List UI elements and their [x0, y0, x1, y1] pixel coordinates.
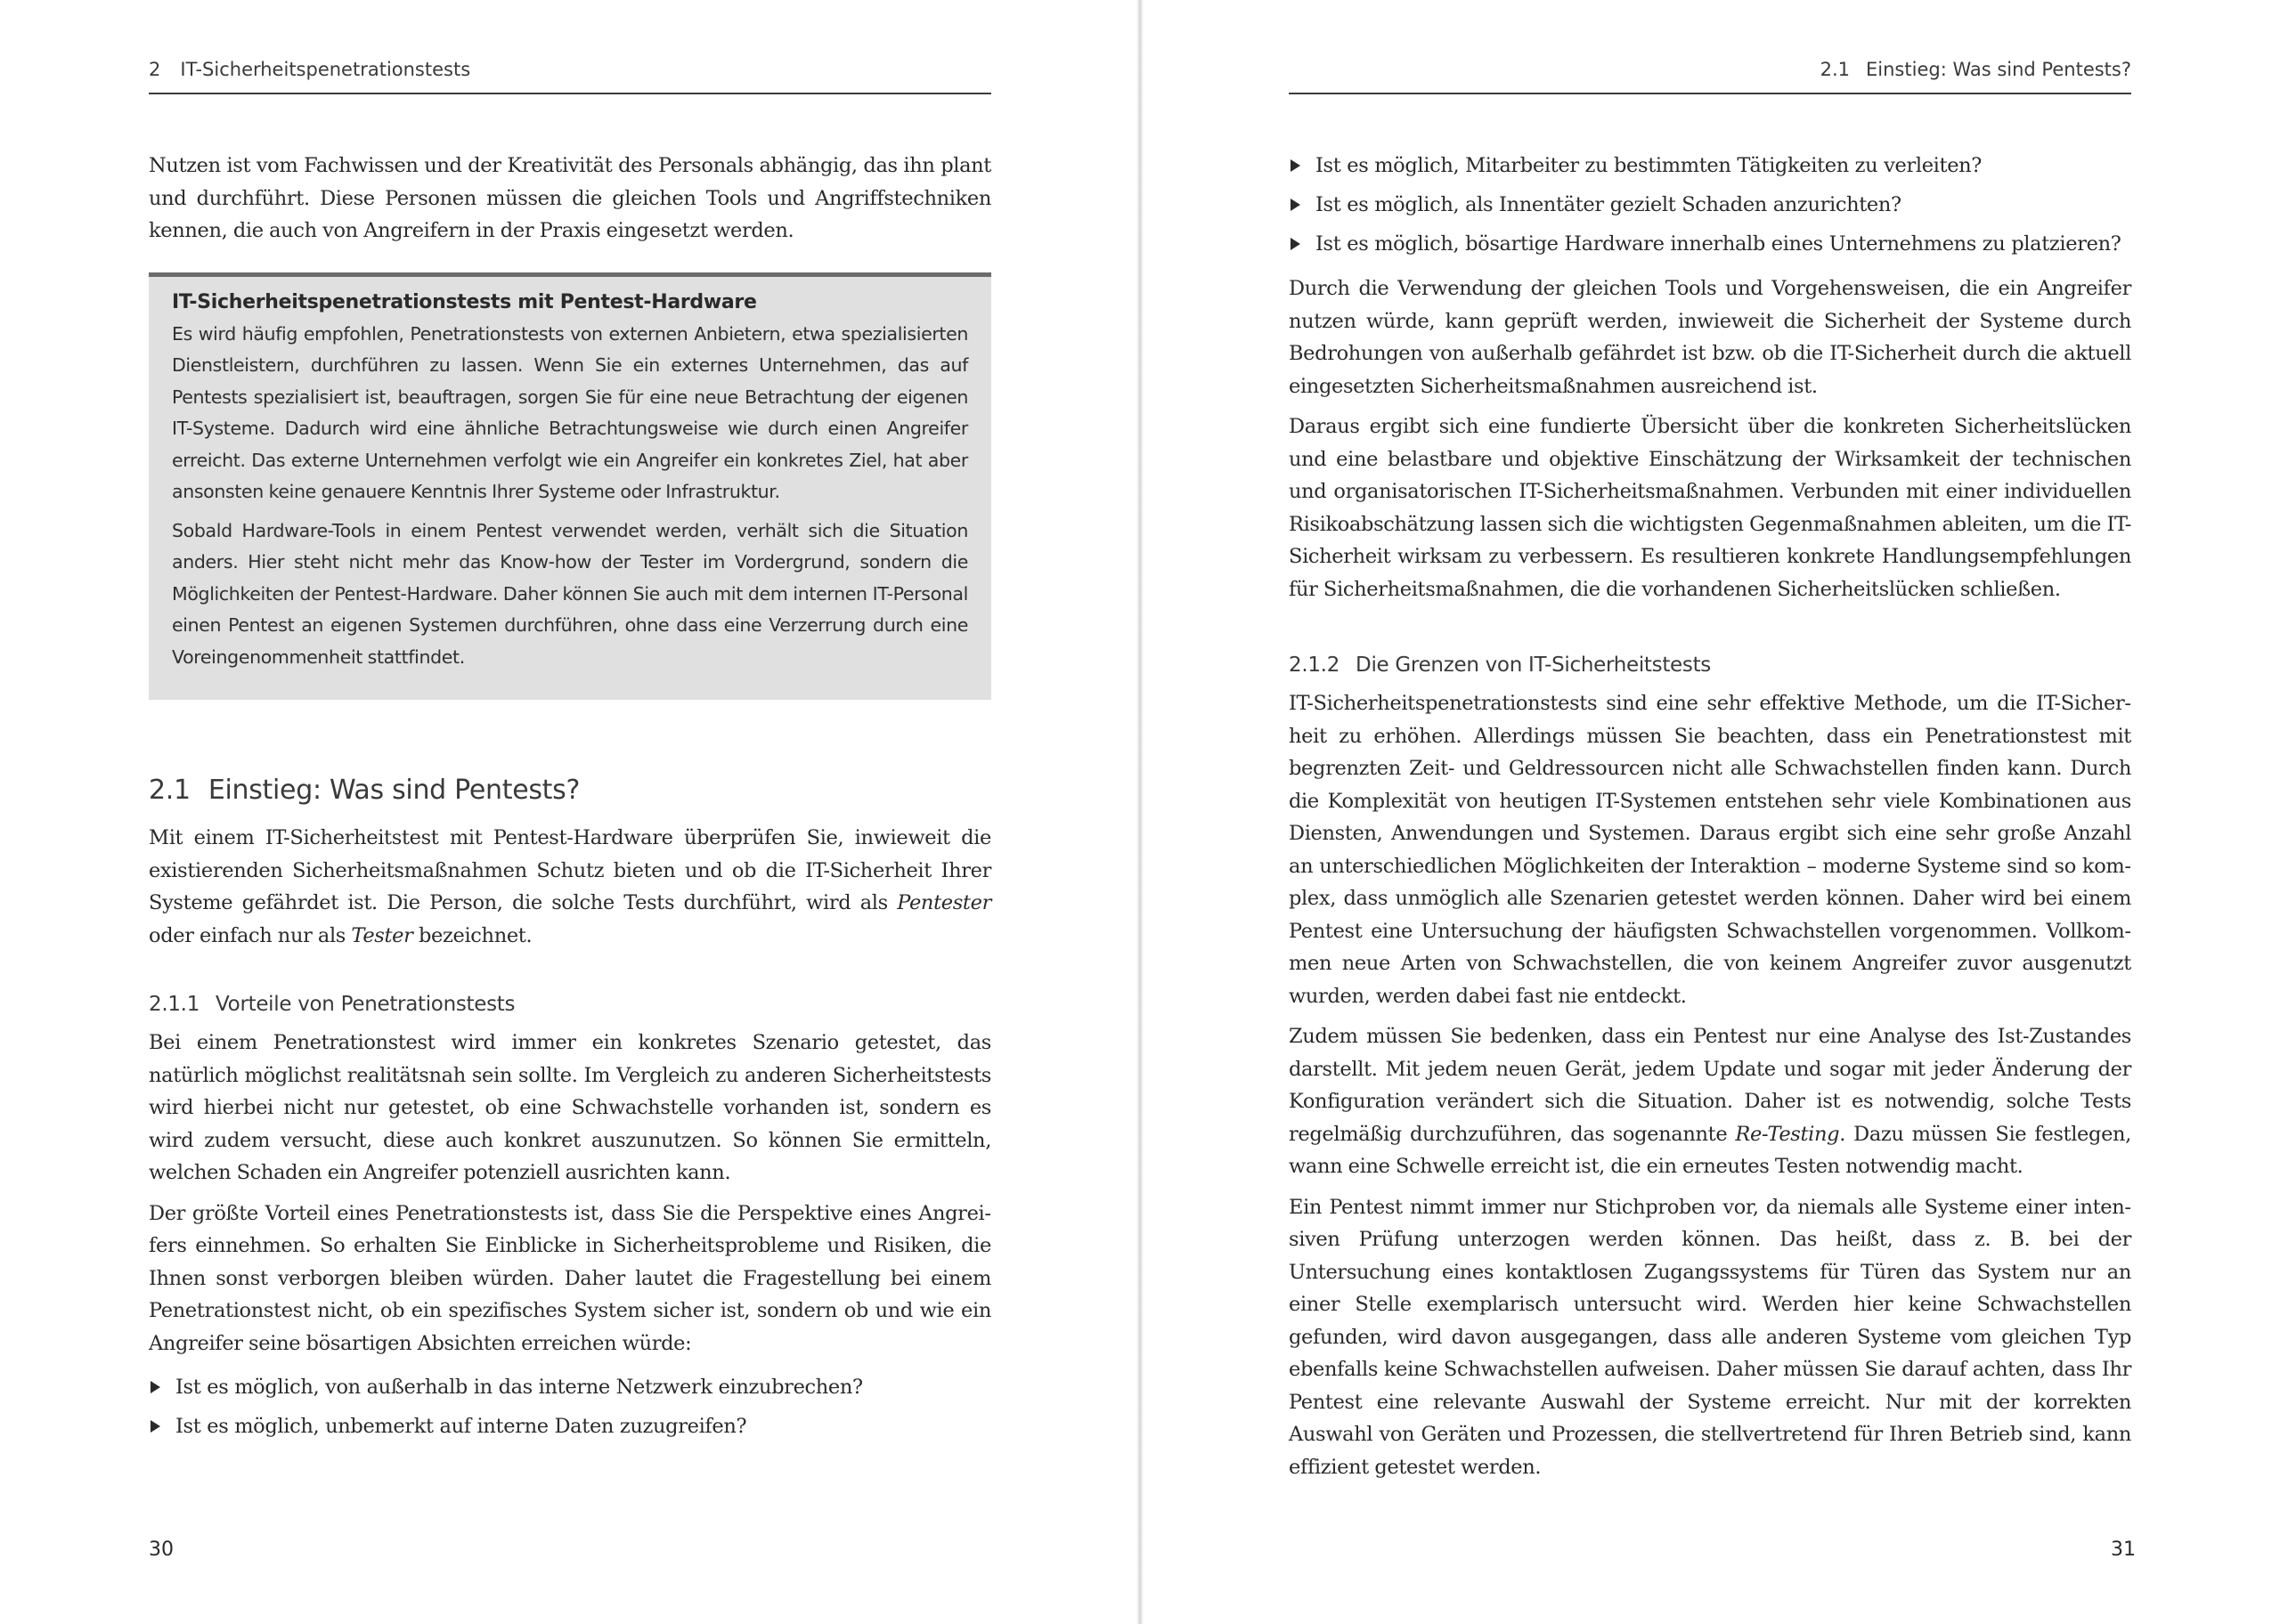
- list-item: [149, 1407, 991, 1446]
- subsection-heading: [149, 993, 991, 1016]
- chapter-number: 2: [149, 59, 161, 80]
- list-item: [1289, 224, 2131, 264]
- text-run: oder einfach nur als: [149, 923, 352, 947]
- list-item-text: Ist es möglich, von außerhalb in das interne Netzwerk einzubrechen?: [175, 1376, 863, 1399]
- info-box-paragraph: Es wird häufig empfohlen, Penetrationstests von externen Anbietern, etwa spezialisierten Dienstleistern, durchführen zu lassen. Wenn Sie ein externes Unternehmen, das auf Pentests spezialisiert ist, beauftragen, sorgen Sie für eine neue Betrachtung der eigenen IT-Systeme. Dadurch wird eine ähnliche Betrachtungsweise wie durch einen Angreifer erreicht. Das externe Unternehmen verfolgt wie ein Angreifer ein konkretes Ziel, hat aber ansonsten keine genauere Kenntnis Ihrer Systeme oder Infrastruktur.: [172, 322, 968, 502]
- list-item-text: Ist es möglich, Mitarbeiter zu bestimmten Tätigkeiten zu verleiten?: [1315, 154, 1983, 177]
- bullet-list: [149, 1368, 991, 1446]
- text-run: . Dazu müssen Sie festlegen, wann eine Schwelle erreicht ist, die ein erneutes Testen notwendig macht.: [1289, 1122, 2131, 1178]
- list-item: [1289, 185, 2131, 224]
- header-section-title: Einstieg: Was sind Pentests?: [1866, 59, 2131, 80]
- running-header-right: [1289, 59, 2131, 94]
- page-number-left: 30: [149, 1539, 174, 1561]
- subsection-paragraph: Bei einem Penetrationstest wird immer ein konkretes Szenario getestet, das natürlich möglichst realitätsnah sein sollte. Im Vergleich zu anderen Sicherheitstests wird hierbei nicht nur getestet, ob eine Schwachstelle vorhanden ist, sondern es wird zudem versucht, diese auch konkret auszunutzen. So können Sie ermitteln, welchen Schaden ein Angreifer potenziell ausrichten kann.: [149, 1031, 991, 1184]
- subsection-number: 2.1.2: [1289, 654, 1340, 677]
- text-run: bezeichnet.: [412, 923, 533, 947]
- term-tester: Tester: [351, 923, 413, 947]
- book-gutter: [1136, 0, 1144, 1624]
- subsection-title: Vorteile von Penetrationstests: [216, 993, 516, 1016]
- paragraph: IT-Sicherheitspenetrationstests sind eine sehr effektive Methode, um die IT-Sicherheit zu erhöhen. Allerdings müssen Sie beachten, dass ein Penetrationstest mit begrenzten Zeit- und Geldressourcen nicht alle Schwachstellen finden kann. Durch die Komplexität von heutigen IT-Systemen entstehen sehr viele Kombinationen aus Diensten, Anwendungen und Systemen. Daraus ergibt sich eine sehr große Anzahl an unterschiedlichen Möglichkeiten der Interaktion – moderne Systeme sind so komplex, dass unmöglich alle Szenarien getestet werden können. Daher wird bei einem Pentest eine Untersuchung der häufigsten Schwachstellen vorgenommen. Vollkommen neue Arten von Schwachstellen, die von keinem Angreifer zuvor ausgenutzt wurden, werden dabei fast nie entdeckt.: [1289, 692, 2131, 1008]
- paragraph: Durch die Verwendung der gleichen Tools und Vorgehensweisen, die ein Angreifer nutzen würde, kann geprüft werden, inwieweit die Sicherheit der Systeme durch Bedrohungen von außerhalb gefährdet ist bzw. ob die IT-Sicherheit durch die aktuell eingesetzten Sicherheitsmaßnahmen ausreichend ist.: [1289, 277, 2131, 398]
- subsection-paragraph: Der größte Vorteil eines Penetrationstests ist, dass Sie die Perspektive eines Angreifers einnehmen. So erhalten Sie Einblicke in Sicherheitsprobleme und Risiken, die Ihnen sonst verborgen bleiben würden. Daher lautet die Fragestellung bei einem Penetrationstest nicht, ob ein spezifisches System sicher ist, sondern ob und wie ein Angreifer seine bösartigen Absichten erreichen würde:: [149, 1201, 991, 1355]
- info-box-paragraph: Sobald Hardware-Tools in einem Pentest verwendet werden, verhält sich die Situation anders. Hier steht nicht mehr das Know-how der Tester im Vordergrund, sondern die Möglichkeiten der Pentest-Hardware. Daher können Sie auch mit dem internen IT-Personal einen Pentest an eigenen Systemen durchführen, ohne dass eine Verzerrung durch eine Voreingenommenheit stattfindet.: [172, 519, 968, 668]
- header-section-number: 2.1: [1820, 59, 1851, 80]
- term-re-testing: Re-Testing: [1735, 1122, 1840, 1146]
- list-item: [149, 1368, 991, 1407]
- section-number: 2.1: [149, 775, 191, 806]
- info-box-title: IT-Sicherheitspenetrationstests mit Pentest-Hardware: [172, 290, 757, 313]
- term-pentester: Pentester: [897, 891, 991, 914]
- section-title: Einstieg: Was sind Pentests?: [208, 775, 581, 806]
- bullet-triangle-icon: [1291, 238, 1300, 250]
- section-paragraph: [149, 822, 991, 952]
- bullet-triangle-icon: [1291, 199, 1300, 211]
- list-item: [1289, 146, 2131, 185]
- left-text-column: [149, 150, 991, 1455]
- right-text-column: [1289, 150, 2131, 1491]
- right-page: [1140, 0, 2280, 1624]
- list-item-text: Ist es möglich, bösartige Hardware innerhalb eines Unternehmens zu platzieren?: [1315, 232, 2121, 256]
- subsection-heading: [1289, 654, 2131, 677]
- section-heading: [149, 775, 991, 806]
- list-item-text: Ist es möglich, als Innentäter gezielt Schaden anzurichten?: [1315, 193, 1901, 216]
- subsection-number: 2.1.1: [149, 993, 200, 1016]
- subsection-title: Die Grenzen von IT-Sicherheitstests: [1356, 654, 1711, 677]
- paragraph: Ein Pentest nimmt immer nur Stichproben vor, da niemals alle Systeme einer intensiven Prüfung unterzogen werden können. Das heißt, dass z. B. bei der Untersuchung eines kontaktlosen Zugangssystems für Türen das System nur an einer Stelle exemplarisch untersucht wird. Werden hier keine Schwachstellen gefunden, wird davon ausgegangen, dass alle anderen Systeme vom gleichen Typ ebenfalls keine Schwachstellen aufweisen. Daher müssen Sie darauf achten, dass Ihr Pentest eine relevante Auswahl der Systeme erreicht. Nur mit der korrekten Auswahl von Geräten und Prozessen, die stellvertretend für Ihren Betrieb sind, kann effizient getestet werden.: [1289, 1195, 2131, 1479]
- bullet-triangle-icon: [151, 1381, 160, 1393]
- info-box: [149, 272, 991, 701]
- bullet-triangle-icon: [1291, 159, 1300, 172]
- running-header-left: [149, 59, 991, 94]
- page-number-right: 31: [2111, 1539, 2136, 1561]
- intro-paragraph: Nutzen ist vom Fachwissen und der Kreativität des Personals abhängig, das ihn plant und durchführt. Diese Personen müssen die gleichen Tools und Angriffstechniken kennen, die auch von Angreifern in der Praxis eingesetzt werden.: [149, 154, 991, 242]
- text-run: Zudem müssen Sie bedenken, dass ein Pentest nur eine Analyse des Ist-Zustandes darstellt. Mit jedem neuen Gerät, jedem Update und sogar mit jeder Änderung der Konfiguration verändert sich die Situation. Daher ist es notwendig, solche Tests regelmäßig durchzuführen, das sogenannte: [1289, 1025, 2131, 1146]
- bullet-triangle-icon: [151, 1420, 160, 1433]
- text-run: Mit einem IT-Sicherheitstest mit Pentest-Hardware überprüfen Sie, inwieweit die existierenden Sicherheitsmaßnahmen Schutz bieten und ob die IT-Sicherheit Ihrer Systeme gefährdet ist. Die Person, die solche Tests durchführt, wird als: [149, 826, 991, 914]
- paragraph: Daraus ergibt sich eine fundierte Übersicht über die konkreten Sicherheitslücken und eine belastbare und objektive Einschätzung der Wirksamkeit der technischen und organisatorischen IT-Sicherheitsmaßnahmen. Verbunden mit einer individuellen Risikoabschätzung lassen sich die wichtigsten Gegenmaßnahmen ableiten, um die IT-Sicherheit wirksam zu verbessern. Es resultieren konkrete Handlungsempfehlungen für Sicherheitsmaßnahmen, die die vorhandenen Sicherheitslücken schließen.: [1289, 415, 2131, 601]
- paragraph: [1289, 1020, 2131, 1183]
- list-item-text: Ist es möglich, unbemerkt auf interne Daten zuzugreifen?: [175, 1415, 747, 1438]
- chapter-title: IT-Sicherheitspenetrationstests: [180, 59, 471, 80]
- bullet-list: [1289, 146, 2131, 264]
